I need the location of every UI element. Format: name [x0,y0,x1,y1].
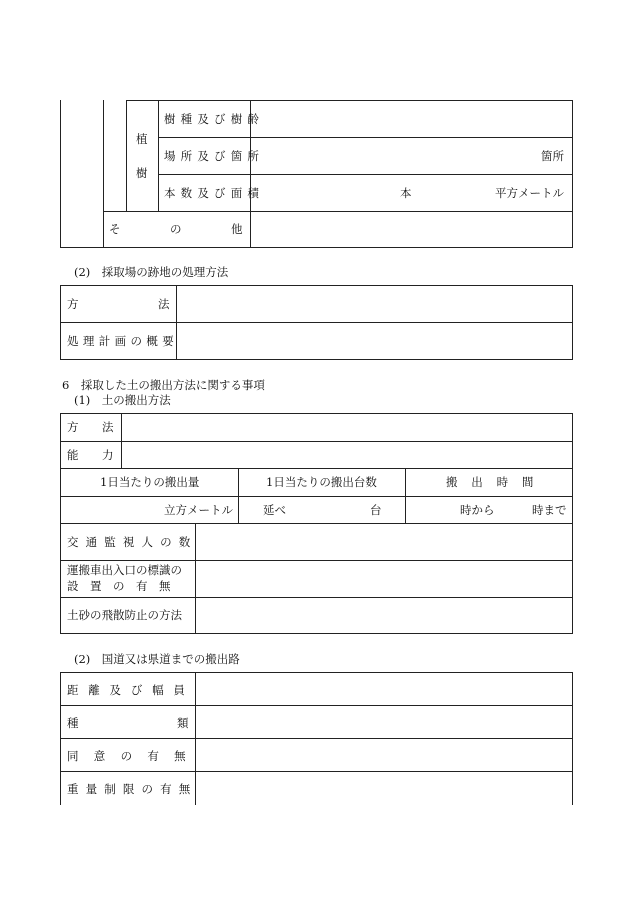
volume-unit: 立方メートル [164,503,233,517]
transport-method-1: 方 [67,420,79,434]
trucks-unit: 台 [370,503,382,517]
plant-label-1: 植 [136,132,148,146]
capacity-1: 能 [67,448,79,462]
sign-label-line1: 運搬車出入口の標識の [67,563,182,577]
section-6-heading: 6 採取した土の搬出方法に関する事項 [62,378,265,392]
dust-prevention-label: 土砂の飛散防止の方法 [67,608,182,622]
count-area-label: 本数及び面積 [164,186,265,200]
hours-to: 時まで [532,503,567,517]
distance-width-label: 距離及び幅員 [67,683,195,697]
area-unit: 平方メートル [495,186,564,200]
hours-from: 時から [460,503,495,517]
hours-header: 搬出時間 [446,475,548,489]
other-label-2: の [170,222,182,236]
section-6-sub-heading: (1) 土の搬出方法 [74,393,171,407]
type-label-2: 類 [177,716,189,730]
other-label-3: 他 [231,222,243,236]
traffic-watch-label: 交通監視人の数 [67,535,198,549]
transport-method-2: 法 [102,420,114,434]
weight-limit-label: 重量制限の有無 [67,782,198,796]
disposal-method-1: 方 [67,297,79,311]
sign-label-line2: 設 置 の 有 無 [67,579,171,593]
location-label: 場所及び箇所 [164,149,265,163]
count-unit: 本 [400,186,412,200]
disposal-plan-label: 処理計画の概要 [67,334,179,348]
plant-label-2: 樹 [136,166,148,180]
daily-trucks-header: 1日当たりの搬出台数 [266,475,377,489]
daily-volume-header: 1日当たりの搬出量 [100,475,200,489]
capacity-2: 力 [102,448,114,462]
section-2-heading: (2) 採取場の跡地の処理方法 [74,265,229,279]
trucks-prefix: 延べ [263,503,286,517]
other-label-1: そ [109,222,121,236]
type-label-1: 種 [67,716,79,730]
location-unit: 箇所 [541,149,564,163]
disposal-method-2: 法 [158,297,170,311]
species-age-label: 樹種及び樹齢 [164,112,265,126]
road-heading: (2) 国道又は県道までの搬出路 [74,652,240,666]
consent-label: 同意の有無 [67,749,201,763]
